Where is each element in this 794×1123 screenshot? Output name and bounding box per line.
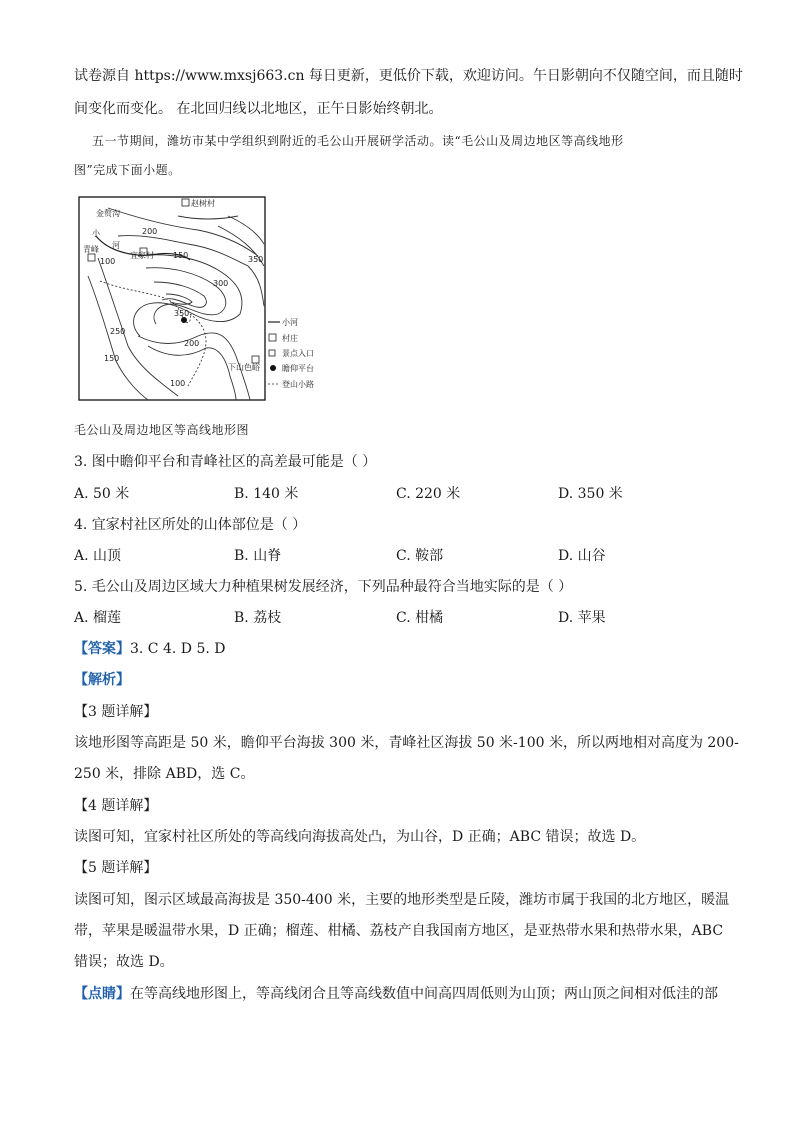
legend-platform: 瞻仰平台	[282, 364, 314, 373]
q3-detail-tag: 【3 题详解】	[74, 704, 158, 720]
label-contour-350b: 350	[174, 309, 190, 318]
village-marker-qingfeng	[88, 254, 95, 261]
label-xiao: 小	[92, 229, 100, 238]
q5-detail-line-3: 错误；故选 D。	[74, 954, 174, 970]
question-5-stem: 5. 毛公山及周边区域大力种植果树发展经济，下列品种最符合当地实际的是（ ）	[74, 579, 573, 595]
label-contour-250: 250	[110, 327, 126, 336]
header-line-2: 间变化而变化。 在北回归线以北地区，正午日影始终朝北。	[74, 101, 443, 117]
label-qingfeng: 青峰	[83, 245, 99, 254]
label-he: 河	[112, 241, 120, 250]
question-4-stem: 4. 宜家村社区所处的山体部位是（ ）	[74, 517, 307, 533]
map-caption: 毛公山及周边地区等高线地形图	[74, 423, 250, 437]
analysis-tag: 【解析】	[74, 672, 130, 688]
q3-detail-line-2: 250 米，排除 ABD，选 C。	[74, 766, 255, 782]
label-zhaoshucun: 赵树村	[191, 199, 215, 208]
label-contour-300: 300	[213, 279, 229, 288]
contour-map	[78, 196, 340, 402]
q4-detail-line-1: 读图可知，宜家村社区所处的等高线向海拔高处凸，为山谷，D 正确；ABC 错误；故选 D。	[74, 829, 646, 845]
legend-trail: 登山小路	[282, 380, 314, 389]
header-source-line: 试卷源自 https://www.mxsj663.cn 每日更新，更低价下载，欢迎访问。午日影朝向不仅随空间，而且随时	[74, 68, 743, 84]
question-4-option-b: B. 山脊	[234, 548, 282, 564]
question-3-option-a: A. 50 米	[74, 486, 130, 502]
q5-detail-line-1: 读图可知，图示区域最高海拔是 350-400 米，主要的地形类型是丘陵，潍坊市属于我国的北方地区，暖温	[74, 892, 730, 908]
q3-detail-line-1: 该地形图等高距是 50 米，瞻仰平台海拔 300 米，青峰社区海拔 50 米-100 米，所以两地相对高度为 200-	[74, 735, 739, 751]
label-xiashanse: 下山色峪	[228, 363, 260, 372]
q5-detail-line-2: 带，苹果是暖温带水果，D 正确；榴莲、柑橘、荔枝产自我国南方地区，是亚热带水果和热带水果，ABC	[74, 923, 724, 939]
label-contour-200a: 200	[142, 227, 158, 236]
label-contour-350a: 350	[248, 255, 264, 264]
question-5-option-b: B. 荔枝	[234, 610, 282, 626]
answer-tag: 【答案】	[74, 641, 130, 657]
answer-text: 3. C 4. D 5. D	[130, 641, 226, 657]
q5-detail-tag: 【5 题详解】	[74, 860, 158, 876]
label-contour-150b: 150	[104, 354, 120, 363]
legend-village: 村庄	[282, 334, 298, 343]
question-5-option-c: C. 柑橘	[396, 610, 444, 626]
tip-line	[74, 984, 724, 1004]
answer-line	[74, 639, 724, 659]
question-3-option-b: B. 140 米	[234, 486, 299, 502]
intro-line-1: 五一节期间，潍坊市某中学组织到附近的毛公山开展研学活动。读“毛公山及周边地区等高线地形	[92, 134, 624, 148]
legend-river: 小河	[282, 318, 298, 327]
label-contour-100b: 100	[170, 379, 186, 388]
legend-entrance: 景点入口	[282, 349, 314, 358]
label-contour-150a: 150	[173, 251, 189, 260]
map-legend	[268, 317, 314, 389]
question-3-option-d: D. 350 米	[558, 486, 623, 502]
intro-line-2: 图”完成下面小题。	[74, 163, 181, 177]
tip-text: 在等高线地形图上，等高线闭合且等高线数值中间高四周低则为山顶；两山顶之间相对低洼的部	[130, 986, 718, 1002]
q4-detail-tag: 【4 题详解】	[74, 798, 158, 814]
tip-tag: 【点睛】	[74, 986, 130, 1002]
label-contour-200b: 200	[184, 339, 200, 348]
question-5-option-d: D. 苹果	[558, 610, 606, 626]
label-jinjiagou: 金赘沟	[96, 209, 120, 218]
question-3-option-c: C. 220 米	[396, 486, 461, 502]
question-4-option-a: A. 山顶	[74, 548, 122, 564]
label-yijiacun: 宜家村	[130, 251, 154, 260]
label-contour-100a: 100	[100, 257, 116, 266]
village-marker-xiashan	[252, 356, 259, 363]
village-marker-zhaoshu	[182, 199, 189, 206]
question-5-option-a: A. 榴莲	[74, 610, 122, 626]
question-4-option-d: D. 山谷	[558, 548, 606, 564]
question-3-stem: 3. 图中瞻仰平台和青峰社区的高差最可能是（ ）	[74, 454, 377, 470]
question-4-option-c: C. 鞍部	[396, 548, 444, 564]
